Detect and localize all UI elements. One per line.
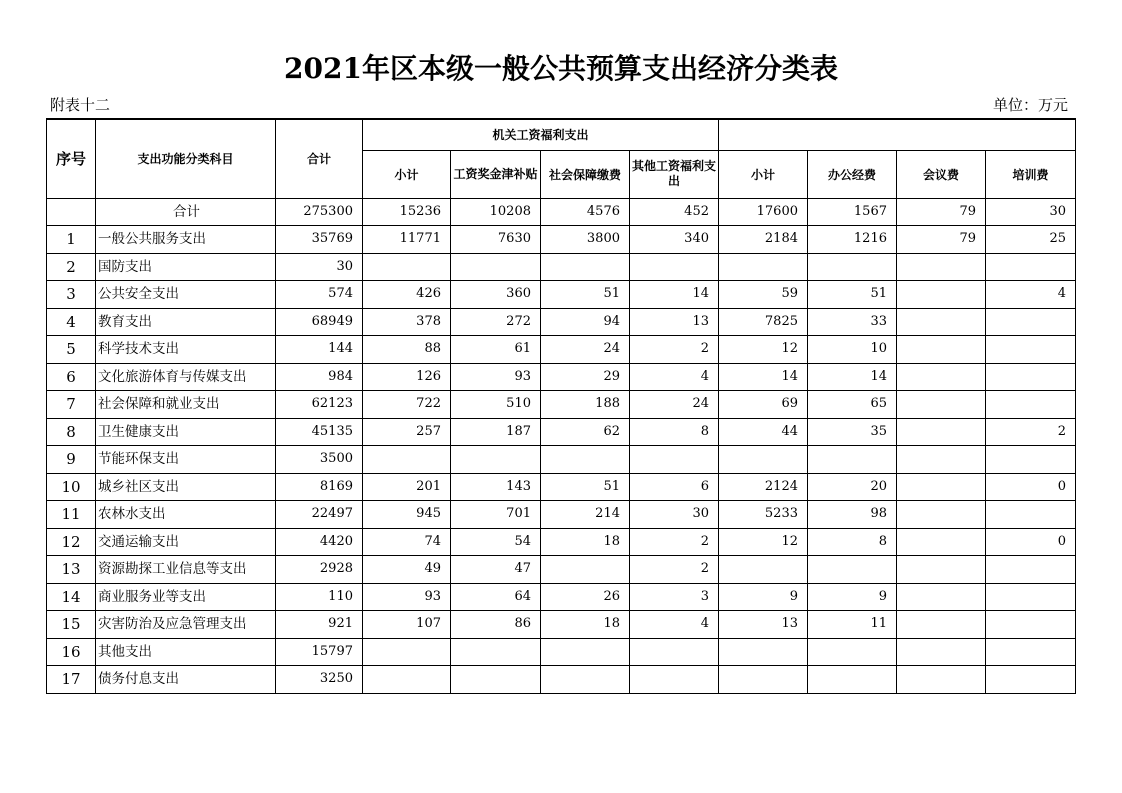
header-sub-salary: 工资奖金津补贴	[451, 150, 541, 198]
row-value	[986, 638, 1076, 666]
row-seq: 4	[47, 308, 96, 336]
row-value	[719, 556, 808, 584]
row-value	[897, 446, 986, 474]
row-value: 17600	[719, 198, 808, 226]
row-value: 188	[541, 391, 630, 419]
row-value: 9	[808, 583, 897, 611]
table-row	[47, 556, 1076, 584]
row-value	[808, 666, 897, 694]
row-value	[451, 446, 541, 474]
row-total: 574	[276, 281, 363, 309]
row-subject: 资源勘探工业信息等支出	[96, 556, 276, 584]
table-row	[47, 446, 1076, 474]
row-subject: 一般公共服务支出	[96, 226, 276, 254]
expenditure-table	[46, 118, 1076, 694]
row-subject: 科学技术支出	[96, 336, 276, 364]
row-value: 79	[897, 226, 986, 254]
table-row	[47, 281, 1076, 309]
row-value	[363, 666, 451, 694]
header-sub-social-security: 社会保障缴费	[541, 150, 630, 198]
row-total: 2928	[276, 556, 363, 584]
row-total: 110	[276, 583, 363, 611]
row-seq: 10	[47, 473, 96, 501]
row-total: 144	[276, 336, 363, 364]
row-value: 257	[363, 418, 451, 446]
header-seq: 序号	[47, 119, 96, 198]
row-value: 11	[808, 611, 897, 639]
row-value: 2	[630, 528, 719, 556]
row-value	[897, 611, 986, 639]
row-subject: 社会保障和就业支出	[96, 391, 276, 419]
row-total: 3500	[276, 446, 363, 474]
row-value: 51	[541, 473, 630, 501]
row-value: 74	[363, 528, 451, 556]
table-row	[47, 391, 1076, 419]
unit-label: 单位：万元	[992, 96, 1068, 114]
row-value	[986, 391, 1076, 419]
row-value: 94	[541, 308, 630, 336]
table-row	[47, 666, 1076, 694]
row-seq: 17	[47, 666, 96, 694]
row-value: 6	[630, 473, 719, 501]
row-value: 54	[451, 528, 541, 556]
row-total: 3250	[276, 666, 363, 694]
row-value: 13	[719, 611, 808, 639]
row-value	[897, 391, 986, 419]
row-value: 187	[451, 418, 541, 446]
table-row	[47, 501, 1076, 529]
row-value	[719, 446, 808, 474]
row-subject: 交通运输支出	[96, 528, 276, 556]
row-value: 7630	[451, 226, 541, 254]
row-value: 2	[630, 336, 719, 364]
row-value	[630, 638, 719, 666]
row-subject: 教育支出	[96, 308, 276, 336]
row-value: 722	[363, 391, 451, 419]
row-total: 15797	[276, 638, 363, 666]
row-value	[363, 253, 451, 281]
row-value: 30	[630, 501, 719, 529]
header-sub-subtotal-1: 小计	[363, 150, 451, 198]
row-value: 10208	[451, 198, 541, 226]
row-value: 10	[808, 336, 897, 364]
row-total: 68949	[276, 308, 363, 336]
row-value: 44	[719, 418, 808, 446]
row-value	[808, 253, 897, 281]
table-body	[47, 198, 1076, 693]
row-value: 65	[808, 391, 897, 419]
row-value: 2	[630, 556, 719, 584]
row-value: 18	[541, 611, 630, 639]
row-value: 86	[451, 611, 541, 639]
row-value: 1216	[808, 226, 897, 254]
row-value: 0	[986, 528, 1076, 556]
row-value: 93	[363, 583, 451, 611]
row-seq: 14	[47, 583, 96, 611]
row-subject: 节能环保支出	[96, 446, 276, 474]
row-value: 12	[719, 528, 808, 556]
row-value	[719, 638, 808, 666]
row-value: 24	[541, 336, 630, 364]
table-row	[47, 226, 1076, 254]
header-sub-office: 办公经费	[808, 150, 897, 198]
row-value	[541, 666, 630, 694]
row-value: 452	[630, 198, 719, 226]
row-value	[897, 363, 986, 391]
row-value: 79	[897, 198, 986, 226]
row-value: 340	[630, 226, 719, 254]
row-value	[897, 253, 986, 281]
row-total: 921	[276, 611, 363, 639]
row-value: 3	[630, 583, 719, 611]
row-value: 12	[719, 336, 808, 364]
row-total: 8169	[276, 473, 363, 501]
row-value	[541, 638, 630, 666]
row-value	[986, 446, 1076, 474]
row-total: 62123	[276, 391, 363, 419]
row-value: 62	[541, 418, 630, 446]
row-value: 7825	[719, 308, 808, 336]
row-seq: 13	[47, 556, 96, 584]
row-value: 2184	[719, 226, 808, 254]
row-value	[897, 583, 986, 611]
row-value: 4	[630, 611, 719, 639]
row-subject: 其他支出	[96, 638, 276, 666]
header-sub-other-welfare: 其他工资福利支出	[630, 150, 719, 198]
row-value	[541, 253, 630, 281]
row-subject: 合计	[96, 198, 276, 226]
row-value	[897, 528, 986, 556]
row-total: 45135	[276, 418, 363, 446]
row-value: 47	[451, 556, 541, 584]
row-value: 378	[363, 308, 451, 336]
row-value: 214	[541, 501, 630, 529]
row-total: 275300	[276, 198, 363, 226]
page-title: 2021年区本级一般公共预算支出经济分类表	[284, 52, 838, 85]
row-value: 69	[719, 391, 808, 419]
appendix-label: 附表十二	[50, 96, 111, 114]
row-value	[630, 446, 719, 474]
table-row	[47, 583, 1076, 611]
row-seq: 5	[47, 336, 96, 364]
row-value: 9	[719, 583, 808, 611]
row-value: 13	[630, 308, 719, 336]
row-value: 24	[630, 391, 719, 419]
row-subject: 灾害防治及应急管理支出	[96, 611, 276, 639]
row-subject: 卫生健康支出	[96, 418, 276, 446]
row-value: 360	[451, 281, 541, 309]
row-value	[986, 666, 1076, 694]
row-subject: 商业服务业等支出	[96, 583, 276, 611]
header-sub-training: 培训费	[986, 150, 1076, 198]
row-seq: 7	[47, 391, 96, 419]
row-value: 59	[719, 281, 808, 309]
row-value: 30	[986, 198, 1076, 226]
table-row	[47, 611, 1076, 639]
row-value: 14	[719, 363, 808, 391]
row-value	[451, 666, 541, 694]
row-value: 3800	[541, 226, 630, 254]
row-seq: 2	[47, 253, 96, 281]
row-value	[986, 308, 1076, 336]
row-value	[986, 253, 1076, 281]
table-row	[47, 253, 1076, 281]
row-value: 15236	[363, 198, 451, 226]
row-subject: 公共安全支出	[96, 281, 276, 309]
row-value	[363, 638, 451, 666]
row-value: 49	[363, 556, 451, 584]
row-value	[451, 638, 541, 666]
row-value: 33	[808, 308, 897, 336]
row-value: 126	[363, 363, 451, 391]
row-seq: 16	[47, 638, 96, 666]
row-value	[986, 556, 1076, 584]
row-value: 61	[451, 336, 541, 364]
header-sub-meeting: 会议费	[897, 150, 986, 198]
row-value	[897, 473, 986, 501]
row-seq: 15	[47, 611, 96, 639]
row-subject: 债务付息支出	[96, 666, 276, 694]
row-total: 4420	[276, 528, 363, 556]
row-total: 984	[276, 363, 363, 391]
row-value	[897, 336, 986, 364]
row-value	[897, 666, 986, 694]
table-row	[47, 308, 1076, 336]
row-value: 26	[541, 583, 630, 611]
row-value	[541, 446, 630, 474]
row-value	[897, 556, 986, 584]
row-seq: 1	[47, 226, 96, 254]
table-row	[47, 528, 1076, 556]
row-value	[897, 638, 986, 666]
row-value: 4	[986, 281, 1076, 309]
row-value	[541, 556, 630, 584]
row-value: 35	[808, 418, 897, 446]
header-subject: 支出功能分类科目	[96, 119, 276, 198]
row-value: 18	[541, 528, 630, 556]
row-value: 2124	[719, 473, 808, 501]
row-value: 51	[808, 281, 897, 309]
row-value: 510	[451, 391, 541, 419]
row-seq	[47, 198, 96, 226]
row-value: 272	[451, 308, 541, 336]
row-value: 64	[451, 583, 541, 611]
row-value: 1567	[808, 198, 897, 226]
row-value	[808, 446, 897, 474]
table-row	[47, 473, 1076, 501]
row-value: 51	[541, 281, 630, 309]
row-seq: 11	[47, 501, 96, 529]
row-value	[986, 363, 1076, 391]
row-value: 11771	[363, 226, 451, 254]
table-row	[47, 363, 1076, 391]
table-row	[47, 418, 1076, 446]
header-sub-subtotal-2: 小计	[719, 150, 808, 198]
header-total: 合计	[276, 119, 363, 198]
row-value: 107	[363, 611, 451, 639]
table-row-total	[47, 198, 1076, 226]
table-row	[47, 336, 1076, 364]
row-value: 945	[363, 501, 451, 529]
row-value: 93	[451, 363, 541, 391]
row-value: 14	[808, 363, 897, 391]
row-subject: 文化旅游体育与传媒支出	[96, 363, 276, 391]
row-subject: 农林水支出	[96, 501, 276, 529]
row-seq: 8	[47, 418, 96, 446]
row-value	[897, 418, 986, 446]
row-value	[986, 501, 1076, 529]
row-value: 201	[363, 473, 451, 501]
row-value: 4576	[541, 198, 630, 226]
row-value: 20	[808, 473, 897, 501]
row-value: 0	[986, 473, 1076, 501]
table-row	[47, 638, 1076, 666]
header-group-salary: 机关工资福利支出	[363, 119, 719, 150]
row-seq: 9	[47, 446, 96, 474]
row-value: 701	[451, 501, 541, 529]
row-value: 8	[630, 418, 719, 446]
header-group-goods	[719, 119, 1076, 150]
row-value: 88	[363, 336, 451, 364]
row-value	[630, 253, 719, 281]
row-subject: 城乡社区支出	[96, 473, 276, 501]
row-value: 8	[808, 528, 897, 556]
row-subject: 国防支出	[96, 253, 276, 281]
row-value	[986, 611, 1076, 639]
row-value	[719, 666, 808, 694]
row-value	[363, 446, 451, 474]
row-seq: 12	[47, 528, 96, 556]
row-value: 14	[630, 281, 719, 309]
row-value: 426	[363, 281, 451, 309]
row-value: 4	[630, 363, 719, 391]
row-value	[986, 583, 1076, 611]
row-value	[451, 253, 541, 281]
row-value	[897, 308, 986, 336]
row-value	[808, 638, 897, 666]
row-total: 22497	[276, 501, 363, 529]
row-value	[630, 666, 719, 694]
row-value	[808, 556, 897, 584]
row-value: 143	[451, 473, 541, 501]
row-seq: 6	[47, 363, 96, 391]
row-value	[986, 336, 1076, 364]
row-value: 98	[808, 501, 897, 529]
row-total: 35769	[276, 226, 363, 254]
row-value	[897, 501, 986, 529]
row-value: 2	[986, 418, 1076, 446]
row-value	[719, 253, 808, 281]
row-value	[897, 281, 986, 309]
row-seq: 3	[47, 281, 96, 309]
row-value: 29	[541, 363, 630, 391]
row-total: 30	[276, 253, 363, 281]
row-value: 25	[986, 226, 1076, 254]
row-value: 5233	[719, 501, 808, 529]
